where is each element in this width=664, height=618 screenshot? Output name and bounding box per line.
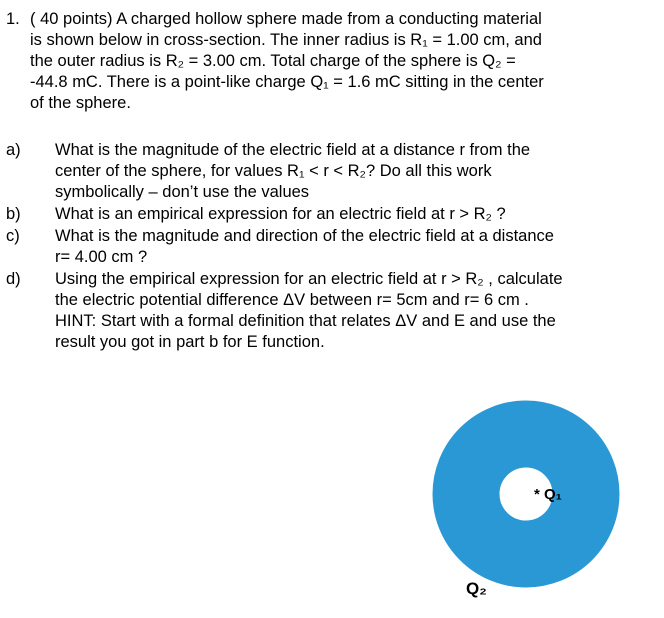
part-d-line: Using the empirical expression for an electric field at r > R₂ , calculate [55, 270, 563, 288]
intro-line: the outer radius is R₂ = 3.00 cm. Total charge of the sphere is Q₂ = [30, 52, 516, 70]
part-c-line: r= 4.00 cm ? [55, 248, 148, 266]
intro-line: is shown below in cross-section. The inner radius is R₁ = 1.00 cm, and [30, 31, 542, 49]
part-b-line: What is an empirical expression for an electric field at r > R₂ ? [55, 205, 506, 223]
part-d-line: HINT: Start with a formal definition that relates ΔV and E and use the [55, 312, 556, 330]
part-c-label: c) [6, 227, 20, 245]
q1-label: * Q₁ [534, 486, 562, 503]
q2-label: Q₂ [466, 579, 487, 598]
intro-line: of the sphere. [30, 94, 131, 112]
part-a-line: center of the sphere, for values R₁ < r < R₂? Do all this work [55, 162, 492, 180]
part-d-line: the electric potential difference ΔV between r= 5cm and r= 6 cm . [55, 291, 529, 309]
intro-line: -44.8 mC. There is a point-like charge Q₁ = 1.6 mC sitting in the center [30, 73, 544, 91]
intro-line: ( 40 points) A charged hollow sphere made from a conducting material [30, 10, 542, 28]
part-d-label: d) [6, 270, 21, 288]
problem-number: 1. [6, 10, 20, 28]
part-d-line: result you got in part b for E function. [55, 333, 325, 351]
part-a-line: symbolically – don’t use the values [55, 183, 310, 201]
part-b-label: b) [6, 205, 21, 223]
part-c-line: What is the magnitude and direction of the electric field at a distance [55, 227, 554, 245]
part-a-label: a) [6, 141, 21, 159]
part-a-line: What is the magnitude of the electric field at a distance r from the [55, 141, 531, 159]
